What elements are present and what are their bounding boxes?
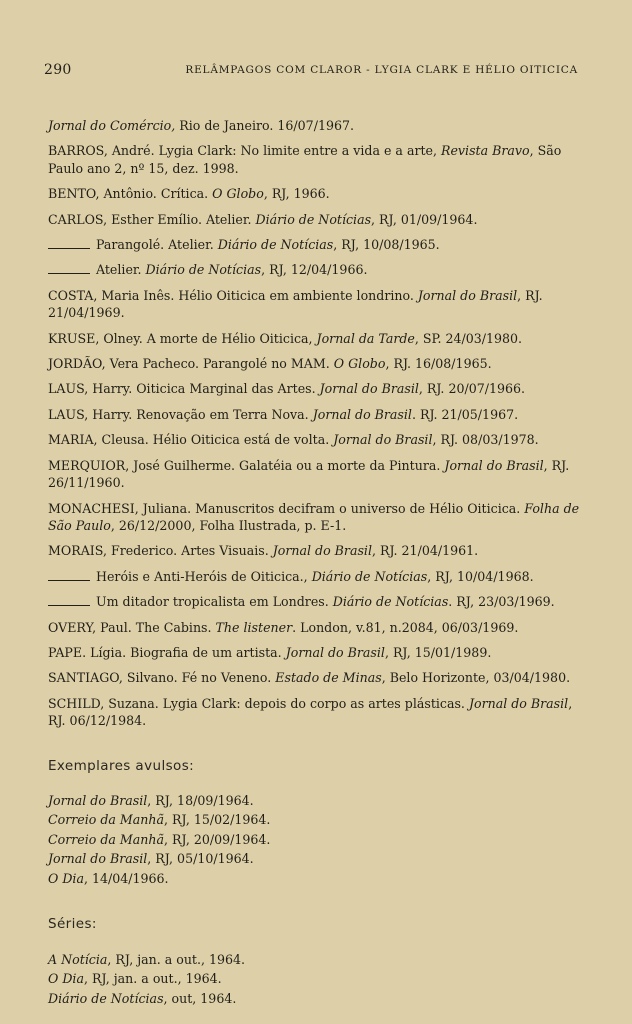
ditto-rule [48,579,90,581]
bib-entry: Heróis e Anti-Heróis de Oiticica., Diário de Notícias, RJ, 10/04/1968. [48,568,584,585]
bibliography [48,117,584,1008]
ditto-rule [48,247,90,249]
bib-entry: Parangolé. Atelier. Diário de Notícias, RJ, 10/08/1965. [48,236,584,253]
running-head: RELÂMPAGOS COM CLAROR - LYGIA CLARK E HÉLIO OITICICA [185,64,578,76]
bib-entry: Jornal do Comércio, Rio de Janeiro. 16/07/1967. [48,118,354,133]
list-item: Jornal do Brasil, RJ, 05/10/1964. [48,851,254,867]
bib-entry: MORAIS, Frederico. Artes Visuais. Jornal do Brasil, RJ. 21/04/1961. [48,543,479,559]
bib-entry: Atelier. Diário de Notícias, RJ, 12/04/1966. [48,261,584,278]
list-item: Jornal do Brasil, RJ, 18/09/1964. [48,792,254,808]
bib-entry: BARROS, André. Lygia Clark: No limite entre a vida e a arte, Revista Bravo, São Paulo ano 2, nº 15, dez. 1998. [48,143,562,176]
bib-entry: LAUS, Harry. Renovação em Terra Nova. Jornal do Brasil. RJ. 21/05/1967. [48,406,519,422]
list-item: O Dia, 14/04/1966. [48,870,169,886]
list-item: O Dia, RJ, jan. a out., 1964. [48,971,222,987]
list-item: Correio da Manhã, RJ, 20/09/1964. [48,831,271,847]
bib-entry: CARLOS, Esther Emílio. Atelier. Diário de Notícias, RJ, 01/09/1964. [48,211,478,227]
bib-entry: MERQUIOR, José Guilherme. Galatéia ou a morte da Pintura. Jornal do Brasil, RJ. 26/11/1960. [48,457,570,491]
bib-entry: MONACHESI, Juliana. Manuscritos decifram o universo de Hélio Oiticica. Folha de São Paulo, 26/12/2000, Folha Ilustrada, p. E-1. [48,500,580,533]
list-item: Diário de Notícias, out, 1964. [48,990,237,1006]
bib-entry: COSTA, Maria Inês. Hélio Oiticica em ambiente londrino. Jornal do Brasil, RJ. 21/04/1969. [48,287,543,321]
bib-entry: SCHILD, Suzana. Lygia Clark: depois do corpo as artes plásticas. Jornal do Brasil, RJ. 06/12/1984. [48,695,573,729]
bib-entry: PAPE. Lígia. Biografia de um artista. Jornal do Brasil, RJ, 15/01/1989. [48,644,492,660]
bib-entry: SANTIAGO, Silvano. Fé no Veneno. Estado de Minas, Belo Horizonte, 03/04/1980. [48,670,571,686]
bib-entry: Um ditador tropicalista em Londres. Diário de Notícias. RJ, 23/03/1969. [48,593,584,610]
bib-entry: LAUS, Harry. Oiticica Marginal das Artes. Jornal do Brasil, RJ. 20/07/1966. [48,381,526,397]
list-item: Correio da Manhã, RJ, 15/02/1964. [48,812,271,828]
series-heading: Séries: [48,916,97,933]
avulsos-heading: Exemplares avulsos: [48,757,195,774]
bib-entry: BENTO, Antônio. Crítica. O Globo, RJ, 1966. [48,186,330,202]
ditto-rule [48,604,90,606]
ditto-rule [48,272,90,274]
bib-entry: KRUSE, Olney. A morte de Hélio Oiticica, Jornal da Tarde, SP. 24/03/1980. [48,330,523,346]
bib-entry: MARIA, Cleusa. Hélio Oiticica está de volta. Jornal do Brasil, RJ. 08/03/1978. [48,432,539,448]
list-item: A Notícia, RJ, jan. a out., 1964. [48,951,246,967]
page-number: 290 [44,62,72,78]
bib-entry: JORDÃO, Vera Pacheco. Parangolé no MAM. O Globo, RJ. 16/08/1965. [48,356,492,372]
bib-entry: OVERY, Paul. The Cabins. The listener. London, v.81, n.2084, 06/03/1969. [48,619,519,635]
